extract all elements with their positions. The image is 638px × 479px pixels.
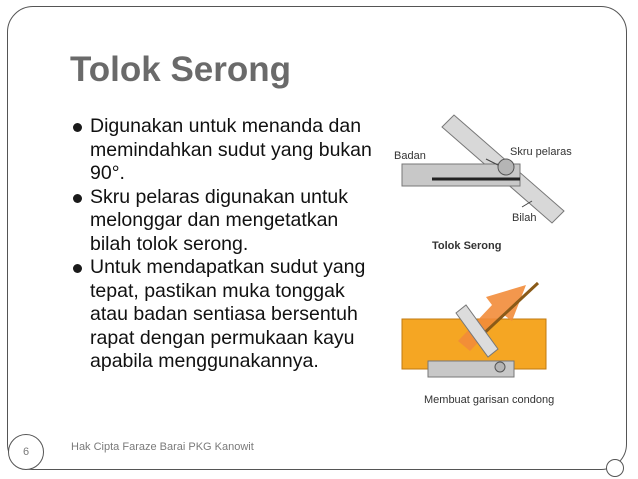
footer-text: Hak Cipta Faraze Barai PKG Kanowit (71, 441, 254, 453)
caption-bottom: Membuat garisan condong (424, 394, 555, 406)
bullet-list (72, 115, 372, 374)
corner-circle (606, 459, 624, 477)
bullet-item: Untuk mendapatkan sudut yang tepat, pastikan muka tonggak atau badan sentiasa bersentuh rapat dengan permukaan kayu apabila menggunakannya. (72, 256, 372, 374)
screw-icon-bottom (495, 362, 505, 372)
page-number: 6 (22, 446, 30, 458)
tolok-serong-figure (388, 105, 588, 425)
caption-top: Tolok Serong (432, 240, 502, 252)
slide-title: Tolok Serong (70, 50, 292, 89)
bullet-item: Digunakan untuk menanda dan memindahkan sudut yang bukan 90°. (72, 115, 372, 186)
screw-icon (498, 159, 514, 175)
marking-angle-diagram (402, 283, 554, 406)
bevel-gauge-diagram (394, 115, 572, 252)
label-body: Badan (394, 150, 426, 162)
bullet-item: Skru pelaras digunakan untuk melonggar dan mengetatkan bilah tolok serong. (72, 186, 372, 257)
label-screw: Skru pelaras (510, 146, 572, 158)
label-blade: Bilah (512, 212, 537, 224)
